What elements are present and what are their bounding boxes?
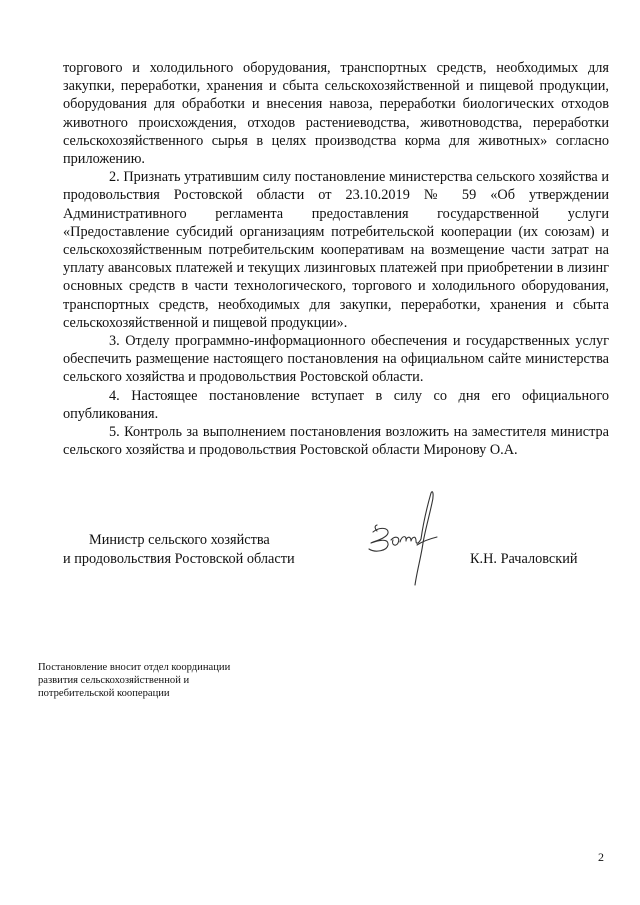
paragraph-item-5: 5. Контроль за выполнением постановления возложить на заместителя министра сельского хозяйства и продовольствия Ростовской области Миронову О.А. — [63, 424, 609, 459]
paragraph-continuation: торгового и холодильного оборудования, транспортных средств, необходимых для закупки, переработки, хранения и сбыта сельскохозяйственной и пищевой продукции, оборудования для обработки и внесения навоза, переработки биологических отходов животного происхождения, отходов растениеводства, животноводства, переработки сельскохозяйственного сырья в целях производства корма для животных» согласно приложению. — [63, 60, 609, 168]
footnote-line-2: развития сельскохозяйственной и — [38, 675, 190, 687]
page-number: 2 — [598, 850, 604, 864]
handwritten-signature — [355, 485, 445, 595]
signer-name: К.Н. Рачаловский — [470, 551, 578, 567]
paragraph-item-2: 2. Признать утратившим силу постановление министерства сельского хозяйства и продовольствия Ростовской области от 23.10.2019 № 59 «Об утверждении Административного регламента предоставления государственной услуги «Предоставление субсидий организациям потребительской кооперации (их союзам) и сельскохозяйственным потребительским кооперативам на возмещение части затрат на уплату авансовых платежей и текущих лизинговых платежей при приобретении в лизинг основных средств в части технологического, торгового и холодильного оборудования, транспортных средств, необходимых для закупки, переработки, хранения и сбыта сельскохозяйственной и пищевой продукции». — [63, 169, 609, 331]
paragraph-item-3: 3. Отделу программно-информационного обеспечения и государственных услуг обеспечить размещение настоящего постановления на официальном сайте министерства сельского хозяйства и продовольствия Ростовской области. — [63, 333, 609, 386]
signer-title-line-1: Министр сельского хозяйства — [89, 532, 270, 548]
signer-title — [63, 531, 295, 569]
footnote-line-3: потребительской кооперации — [38, 688, 170, 700]
paragraph-item-4: 4. Настоящее постановление вступает в силу со дня его официального опубликования. — [63, 387, 609, 422]
signer-title-line-2: и продовольствия Ростовской области — [63, 551, 295, 567]
document-body — [63, 59, 609, 459]
footnote-line-1: Постановление вносит отдел координации — [38, 662, 231, 673]
footnote — [38, 661, 230, 701]
